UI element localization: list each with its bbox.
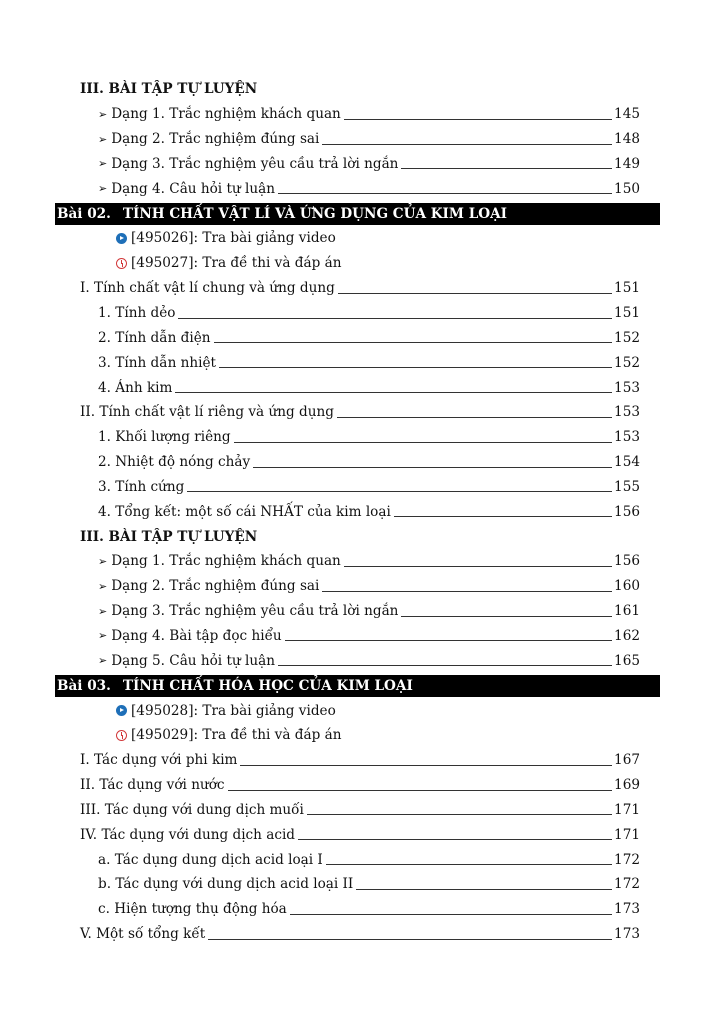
toc-page-number: 172 [614,876,640,893]
toc-entry[interactable] [98,648,640,673]
arrow-bullet-icon: ➢ [98,579,108,593]
toc-entry-label: I. Tính chất vật lí chung và ứng dụng [80,280,335,297]
toc-page-number: 149 [614,155,640,172]
leader-line [240,765,612,766]
toc-row [0,152,724,177]
toc-entry-label: Dạng 4. Câu hỏi tự luận [111,180,275,197]
toc-row [0,872,724,897]
toc-entry[interactable] [98,872,640,897]
leader-line [278,665,612,666]
toc-entry-label: 3. Tính dẫn nhiệt [98,354,217,371]
exam-clock-icon [116,730,127,741]
arrow-bullet-icon: ➢ [98,629,108,643]
resource-link-text: [495027]: Tra đề thi và đáp án [131,255,342,272]
leader-line [322,144,612,145]
leader-line [278,193,612,194]
toc-row [0,176,724,201]
toc-row [0,822,724,847]
toc-page-number: 160 [614,578,640,595]
leader-line [214,342,613,343]
toc-page-number: 165 [614,652,640,669]
toc-entry-label: II. Tác dụng với nước [80,777,225,794]
toc-entry-label: I. Tác dụng với phi kim [80,752,238,769]
toc-page-number: 167 [614,752,640,769]
toc-entry[interactable] [80,922,640,947]
toc-entry[interactable] [98,301,640,326]
toc-row [0,922,724,947]
toc-entry[interactable] [80,748,640,773]
toc-row [0,251,724,276]
toc-page-number: 169 [614,777,640,794]
leader-line [344,119,612,120]
toc-row [0,375,724,400]
toc-page-number: 152 [614,329,640,346]
section-heading: III. BÀI TẬP TỰ LUYỆN [80,528,258,545]
leader-line [326,864,612,865]
toc-entry-label: 4. Ánh kim [98,379,173,396]
toc-entry-label: III. Tác dụng với dung dịch muối [80,801,304,818]
toc-entry-label: V. Một số tổng kết [80,926,206,943]
toc-page-number: 150 [614,180,640,197]
toc-row [0,698,724,723]
arrow-bullet-icon: ➢ [98,554,108,568]
toc-row [0,549,724,574]
leader-line [298,839,612,840]
toc-entry[interactable] [98,475,640,500]
toc-page-number: 156 [614,553,640,570]
toc-row [0,201,724,226]
toc-entry[interactable] [98,599,640,624]
toc-entry-label: b. Tác dụng với dung dịch acid loại II [98,876,354,893]
leader-line [178,318,612,319]
resource-link[interactable] [116,698,336,723]
toc-page-number: 172 [614,851,640,868]
toc-entry-label: Dạng 3. Trắc nghiệm yêu cầu trả lời ngắn [111,155,399,172]
toc-row [0,226,724,251]
toc-row [0,127,724,152]
arrow-bullet-icon: ➢ [98,604,108,618]
toc-row [0,425,724,450]
toc-entry-label: Dạng 4. Bài tập đọc hiểu [111,627,282,644]
toc-page-number: 173 [614,901,640,918]
resource-link[interactable] [116,251,341,276]
toc-entry[interactable] [80,400,640,425]
play-video-icon [116,233,127,244]
leader-line [285,640,612,641]
leader-line [187,491,612,492]
arrow-bullet-icon: ➢ [98,182,108,196]
leader-line [307,814,612,815]
toc-entry-label: Dạng 5. Câu hỏi tự luận [111,652,275,669]
toc-row [0,797,724,822]
toc-row [0,897,724,922]
toc-row [0,599,724,624]
toc-page-number: 145 [614,106,640,123]
toc-row [0,748,724,773]
toc-entry[interactable] [98,176,640,201]
section-heading: III. BÀI TẬP TỰ LUYỆN [80,81,258,98]
toc-entry-label: 2. Tính dẫn điện [98,329,211,346]
toc-entry-label: Dạng 3. Trắc nghiệm yêu cầu trả lời ngắn [111,603,399,620]
toc-row [0,574,724,599]
toc-entry-label: 3. Tính cứng [98,478,185,495]
toc-page-number: 156 [614,503,640,520]
leader-line [253,467,612,468]
toc-page-number: 151 [614,305,640,322]
leader-line [356,889,612,890]
toc-row [0,524,724,549]
lesson-header-bar [55,675,660,697]
toc-entry[interactable] [98,549,640,574]
leader-line [401,168,612,169]
toc-page-number: 171 [614,826,640,843]
toc-entry-label: Dạng 1. Trắc nghiệm khách quan [111,553,341,570]
toc-entry-label: Dạng 2. Trắc nghiệm đúng sai [111,578,320,595]
exam-clock-icon [116,258,127,269]
toc-entry[interactable] [98,127,640,152]
lesson-number: Bài 03. [57,678,111,695]
leader-line [290,914,612,915]
resource-link-text: [495026]: Tra bài giảng video [131,230,336,247]
toc-row [0,400,724,425]
toc-row [0,499,724,524]
toc-entry[interactable] [98,152,640,177]
toc-row [0,350,724,375]
toc-row [0,301,724,326]
toc-entry[interactable] [98,425,640,450]
resource-link-text: [495028]: Tra bài giảng video [131,702,336,719]
toc-entry[interactable] [80,276,640,301]
toc-entry-label: 2. Nhiệt độ nóng chảy [98,454,251,471]
leader-line [208,939,612,940]
toc-page-number: 153 [614,404,640,421]
toc-row [0,325,724,350]
toc-entry-label: IV. Tác dụng với dung dịch acid [80,826,296,843]
toc-entry[interactable] [98,897,640,922]
toc-row [0,773,724,798]
toc-entry[interactable] [80,773,640,798]
resource-link[interactable] [116,723,341,748]
toc-row [0,673,724,698]
toc-row [0,450,724,475]
arrow-bullet-icon: ➢ [98,132,108,146]
arrow-bullet-icon: ➢ [98,157,108,171]
toc-entry[interactable] [98,102,640,127]
toc-page-number: 152 [614,354,640,371]
leader-line [338,293,612,294]
toc-entry-label: Dạng 2. Trắc nghiệm đúng sai [111,131,320,148]
toc-page-number: 161 [614,603,640,620]
lesson-number: Bài 02. [57,206,111,223]
lesson-header-bar [55,203,660,225]
leader-line [228,790,613,791]
toc-entry[interactable] [98,499,640,524]
leader-line [394,516,612,517]
toc-page-number: 173 [614,926,640,943]
toc-entry-label: 1. Tính dẻo [98,305,176,322]
toc-entry[interactable] [98,574,640,599]
toc-entry[interactable] [98,450,640,475]
leader-line [344,566,612,567]
toc-row [0,276,724,301]
toc-page-number: 153 [614,379,640,396]
toc-page-number: 151 [614,280,640,297]
toc-entry[interactable] [80,797,640,822]
leader-line [322,591,612,592]
toc-entry-label: a. Tác dụng dung dịch acid loại I [98,851,323,868]
arrow-bullet-icon: ➢ [98,654,108,668]
toc-entry-label: 1. Khối lượng riêng [98,429,231,446]
arrow-bullet-icon: ➢ [98,107,108,121]
toc-row [0,102,724,127]
toc-entry[interactable] [98,350,640,375]
leader-line [175,392,612,393]
leader-line [337,417,612,418]
toc-entry-label: II. Tính chất vật lí riêng và ứng dụng [80,404,334,421]
leader-line [234,442,612,443]
toc-row [0,648,724,673]
toc-entry[interactable] [98,624,640,649]
toc-entry[interactable] [80,822,640,847]
leader-line [401,616,612,617]
toc-row [0,847,724,872]
resource-link[interactable] [116,226,336,251]
toc-entry-label: Dạng 1. Trắc nghiệm khách quan [111,106,341,123]
toc-entry[interactable] [98,375,640,400]
toc-page-number: 171 [614,801,640,818]
resource-link-text: [495029]: Tra đề thi và đáp án [131,727,342,744]
lesson-title: TÍNH CHẤT HÓA HỌC CỦA KIM LOẠI [122,678,413,695]
table-of-contents [0,77,724,947]
toc-entry-label: 4. Tổng kết: một số cái NHẤT của kim loại [98,503,391,520]
toc-entry[interactable] [98,847,640,872]
leader-line [219,367,612,368]
toc-page-number: 155 [614,478,640,495]
toc-page-number: 153 [614,429,640,446]
toc-page-number: 148 [614,131,640,148]
play-video-icon [116,705,127,716]
toc-page-number: 162 [614,627,640,644]
toc-entry-label: c. Hiện tượng thụ động hóa [98,901,287,918]
toc-row [0,624,724,649]
toc-row [0,475,724,500]
toc-page-number: 154 [614,454,640,471]
toc-entry[interactable] [98,325,640,350]
lesson-title: TÍNH CHẤT VẬT LÍ VÀ ỨNG DỤNG CỦA KIM LOẠI [122,206,508,223]
toc-row [0,77,724,102]
toc-row [0,723,724,748]
